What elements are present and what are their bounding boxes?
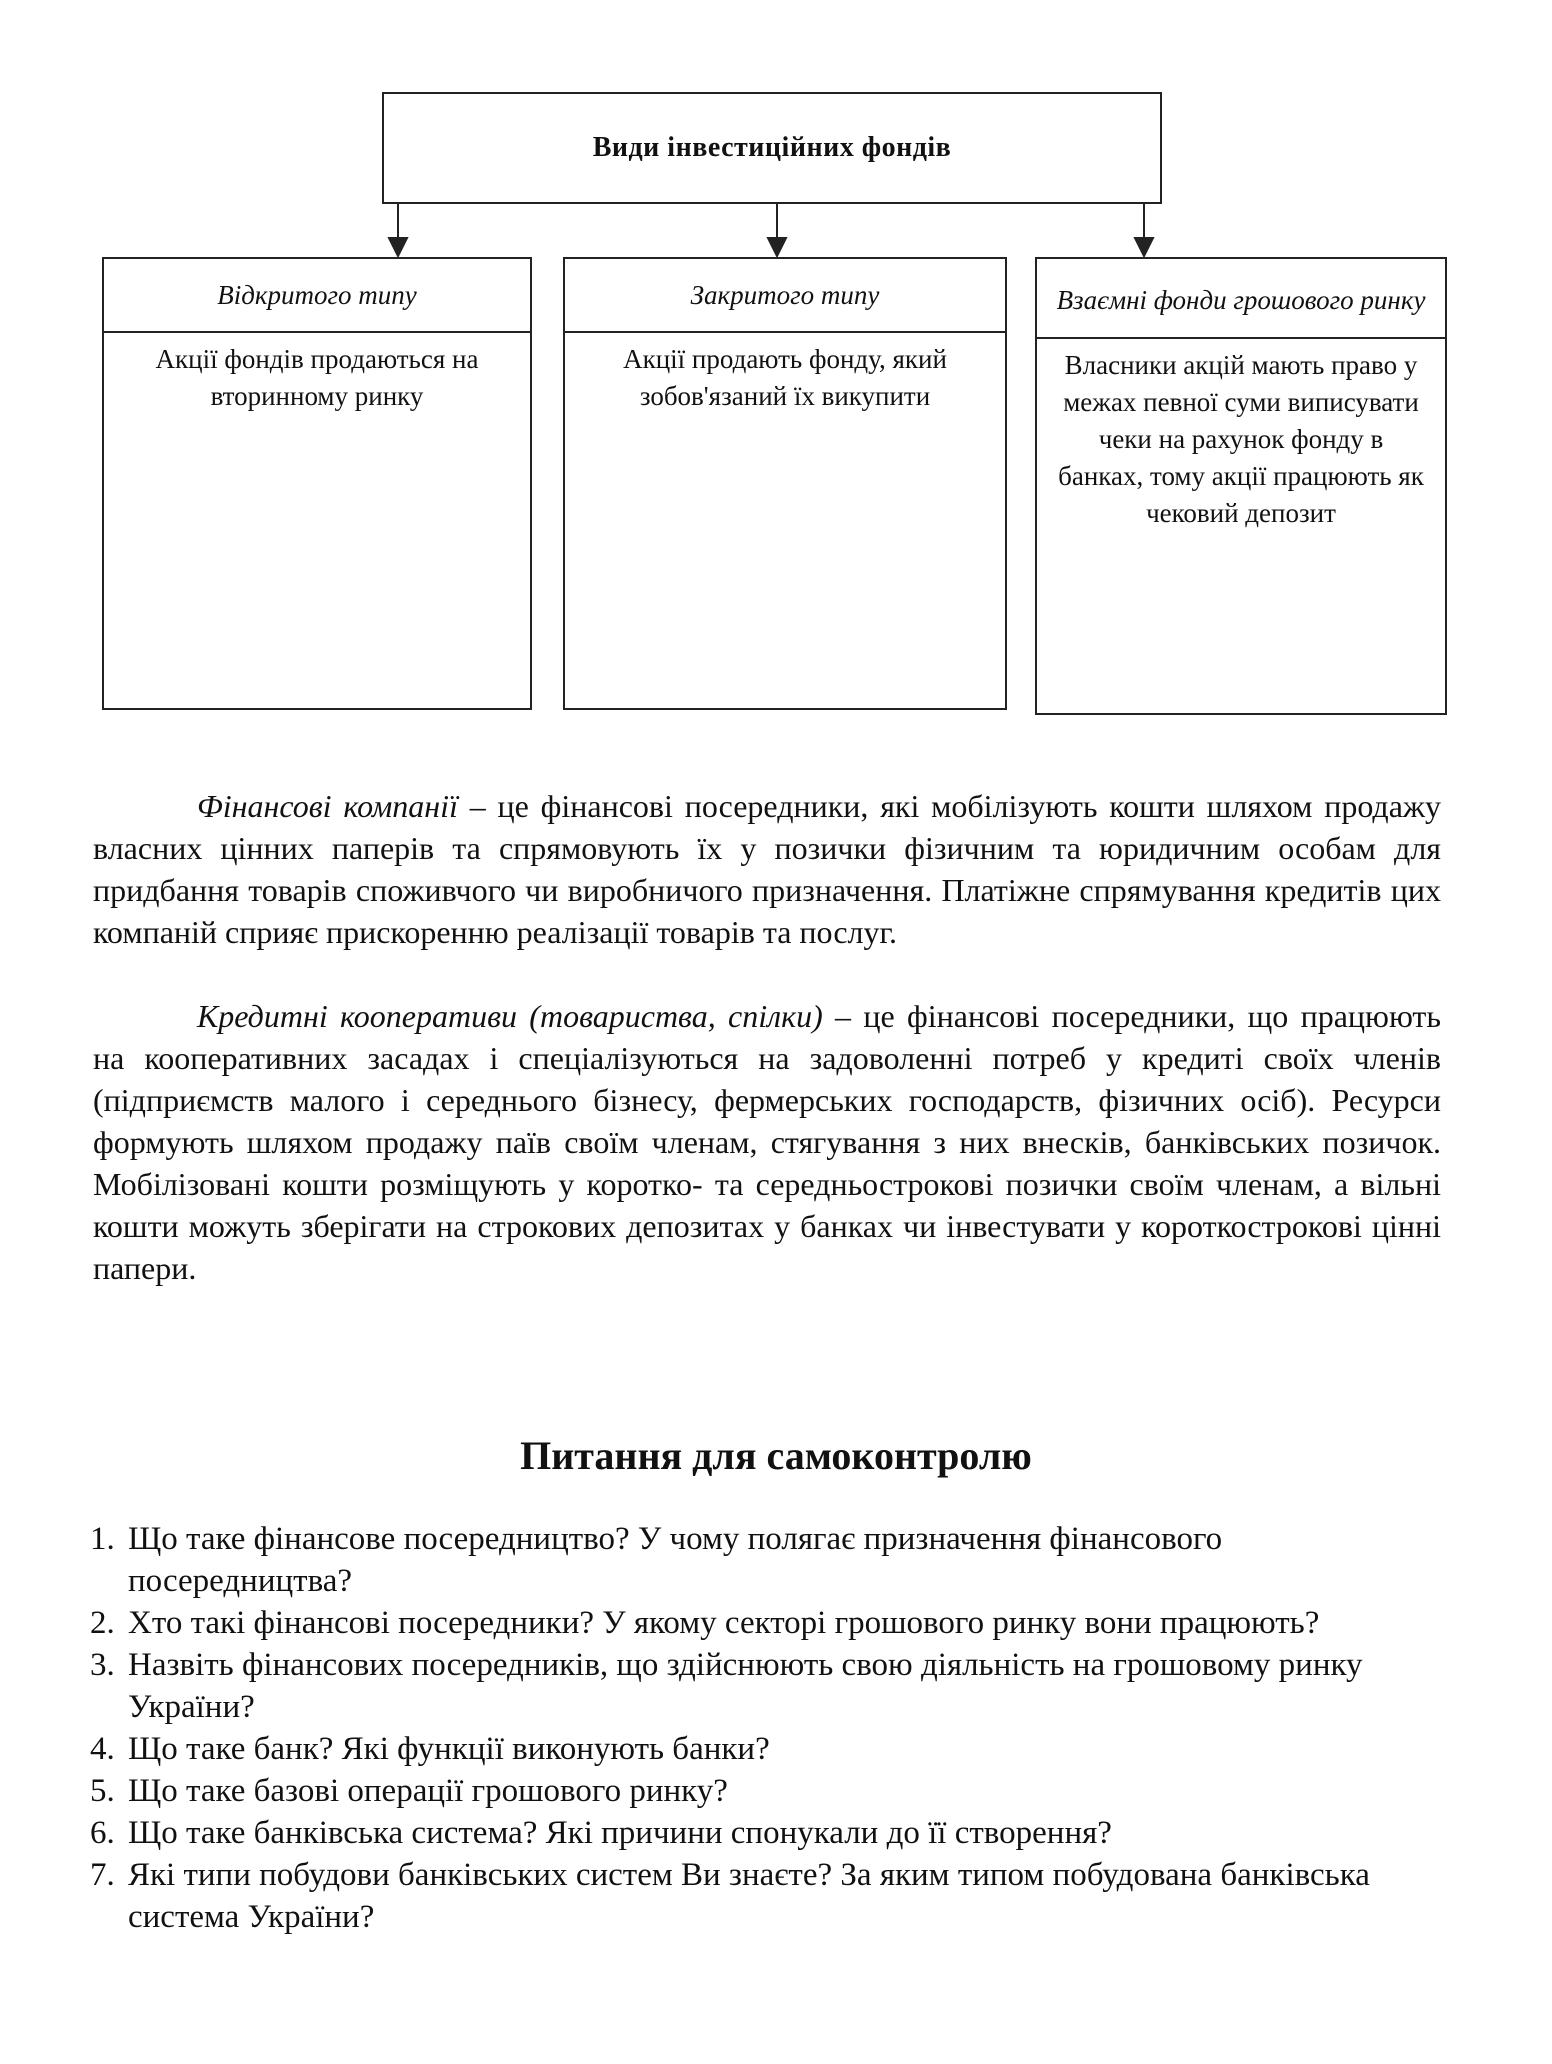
question-text: Що таке фінансове посередництво? У чому полягає призначення фінансового посередництва? (128, 1521, 1223, 1599)
fund-type-description: Акції фондів продаються на вторинному ринку (155, 344, 479, 411)
fund-type-box-closed (563, 257, 1007, 710)
questions-list (90, 1518, 1450, 1938)
question-number: 4. (90, 1731, 115, 1767)
question-text: Що таке базові операції грошового ринку? (128, 1773, 728, 1809)
list-item (90, 1770, 1450, 1812)
question-text: Що таке банківська система? Які причини спонукали до її створення? (128, 1815, 1112, 1851)
paragraph-term: Фінансові компанії (197, 788, 458, 824)
questions-heading: Питання для самоконтролю (520, 1433, 1032, 1478)
paragraph-text: – це фінансові посередники, які мобілізують кошти шляхом продажу власних цінних паперів та спрямовують їх у позички фізичним та юридичним особам для придбання товарів споживчого чи виробничого призначення. Платіжне спрямування кредитів цих компаній сприяє прискоренню реалізації товарів та послуг. (93, 788, 1442, 950)
question-number: 5. (90, 1773, 115, 1809)
arrow-left (389, 238, 407, 256)
fund-type-description: Власники акцій мають право у межах певної суми виписувати чеки на рахунок фонду в банках, тому акції працюють як чековий депозит (1058, 350, 1424, 528)
list-item (90, 1854, 1450, 1938)
question-number: 6. (90, 1815, 115, 1851)
fund-type-box-money-market (1035, 257, 1447, 715)
question-text: Які типи побудови банківських систем Ви знаєте? За яким типом побудована банківська система України? (128, 1857, 1370, 1935)
question-number: 2. (90, 1605, 115, 1641)
list-item (90, 1728, 1450, 1770)
list-item (90, 1644, 1450, 1728)
arrow-center (768, 238, 786, 256)
diagram-connectors (0, 0, 1552, 270)
paragraph-term: Кредитні кооперативи (товариства, спілки) (197, 998, 823, 1034)
fund-type-description: Акції продають фонду, який зобов'язаний їх викупити (623, 344, 947, 411)
question-number: 3. (90, 1647, 115, 1683)
paragraph-credit-cooperatives (93, 995, 1441, 1289)
fund-type-heading: Відкритого типу (104, 259, 530, 333)
question-text: Що таке банк? Які функції виконують банки? (128, 1731, 770, 1767)
question-text: Назвіть фінансових посередників, що здійснюють свою діяльність на грошовому ринку України? (128, 1647, 1363, 1725)
list-item (90, 1518, 1450, 1602)
list-item (90, 1602, 1450, 1644)
question-number: 7. (90, 1857, 115, 1893)
fund-type-heading: Взаємні фонди грошового ринку (1037, 259, 1445, 339)
paragraph-text: – це фінансові посередники, що працюють на кооперативних засадах і спеціалізуються на задоволенні потреб у кредиті своїх членів (підприємств малого і середнього бізнесу, фермерських господарств, фізичних осіб). Ресурси формують шляхом продажу паїв своїм членам, стягування з них внесків, банківських позичок. Мобілізовані кошти розміщують у коротко- та середньострокові позички своїм членам, а вільні кошти можуть зберігати на строкових депозитах у банках чи інвестувати у короткострокові цінні папери. (93, 998, 1441, 1286)
list-item (90, 1812, 1450, 1854)
fund-type-heading: Закритого типу (565, 259, 1005, 333)
question-number: 1. (90, 1521, 115, 1557)
question-text: Хто такі фінансові посередники? У якому секторі грошового ринку вони працюють? (128, 1605, 1320, 1641)
paragraph-financial-companies (93, 785, 1441, 953)
fund-type-box-open (102, 257, 532, 710)
arrow-right (1135, 238, 1153, 256)
diagram-title: Види інвестиційних фондів (592, 132, 952, 163)
